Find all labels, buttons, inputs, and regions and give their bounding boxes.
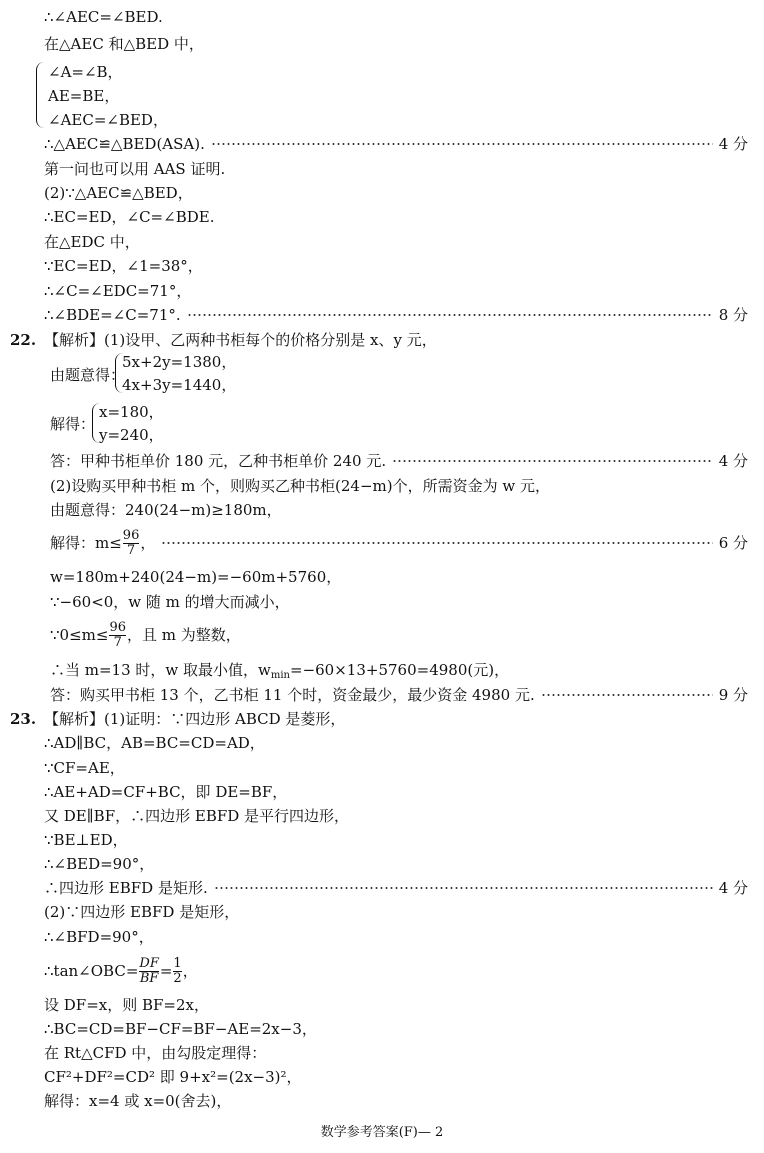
line-text: ，且 m 为整数， [127, 626, 241, 644]
line-text: ∴∠BDE=∠C=71°. [44, 306, 181, 324]
line-text: CF²+DF²=CD² 即 9+x²=(2x−3)²， [44, 1068, 302, 1086]
text-line [50, 566, 748, 588]
text-line [50, 659, 748, 681]
line-text: ∴∠BFD=90°， [44, 928, 154, 946]
line-text: ∴当 m=13 时，w 取最小值，w [50, 661, 271, 679]
leader-dots [211, 143, 713, 145]
line-text: (2)设购买甲种书柜 m 个，则购买乙种书柜(24−m)个，所需资金为 w 元， [50, 477, 550, 495]
text-line [44, 182, 748, 204]
score-label: 4 分 [718, 879, 748, 897]
score-label: 6 分 [718, 534, 748, 552]
line-text: ∴tan∠OBC= [44, 962, 139, 980]
subscript: min [270, 670, 290, 681]
leader-dots [161, 542, 712, 544]
fraction-numerator: DF [139, 955, 159, 971]
line-text: (2)∵△AEC≌△BED， [44, 184, 193, 202]
brace-line: 4x+3y=1440， [122, 376, 237, 394]
fraction [139, 957, 158, 986]
line-text: ∴AE+AD=CF+BC，即 DE=BF， [44, 783, 288, 801]
score-label: 9 分 [718, 686, 748, 704]
text-line [50, 684, 748, 706]
text-line [44, 829, 748, 851]
text-line [44, 1066, 748, 1088]
text-line [44, 877, 748, 899]
text-line [44, 757, 748, 779]
text-line [44, 853, 748, 875]
text-line [44, 329, 748, 351]
text-line [44, 805, 748, 827]
page-footer: 数学参考答案(F)— 2 [320, 1125, 444, 1140]
fraction-denominator: 7 [113, 634, 122, 650]
brace-line: 5x+2y=1380， [122, 353, 237, 371]
line-text: ∴四边形 EBFD 是矩形. [44, 879, 208, 897]
line-text: ∴∠BED=90°， [44, 855, 155, 873]
brace-line: y=240， [99, 426, 164, 444]
text-line [44, 708, 748, 730]
brace-line: ∠A=∠B， [48, 63, 123, 81]
text-line [44, 280, 748, 302]
brace-label: 解得： [50, 415, 96, 433]
fraction [173, 957, 181, 986]
line-text: ∵0≤m≤ [50, 626, 109, 644]
line-text: 【解析】(1)证明：∵四边形 ABCD 是菱形， [44, 710, 346, 728]
line-text: 在 Rt△CFD 中，由勾股定理得： [44, 1044, 267, 1062]
score-label: 4 分 [718, 135, 748, 153]
line-text: ∵CF=AE， [44, 759, 125, 777]
line-text: ， [140, 534, 156, 552]
text-line [50, 499, 748, 521]
text-line [44, 304, 748, 326]
brace-label: 由题意得： [50, 366, 126, 384]
line-text: ∵−60<0，w 随 m 的增大而减小， [50, 593, 290, 611]
line-text: ， [182, 962, 198, 980]
fraction-denominator: 7 [126, 542, 136, 558]
text-line [44, 901, 748, 923]
brace-line: x=180， [99, 403, 164, 421]
text-line [44, 133, 748, 155]
question-number: 22. [10, 331, 37, 349]
fraction-denominator: BF [139, 970, 159, 986]
line-text: ∴∠C=∠EDC=71°， [44, 282, 192, 300]
text-line [44, 231, 748, 253]
text-line [44, 206, 748, 228]
line-text: (2)∵四边形 EBFD 是矩形， [44, 903, 240, 921]
line-text: ∴△AEC≌△BED(ASA). [44, 135, 205, 153]
text-line [44, 1018, 748, 1040]
text-line [50, 475, 748, 497]
question-number: 23. [10, 710, 37, 728]
line-text: ∵EC=ED，∠1=38°， [44, 257, 203, 275]
line-text: 解得：m≤ [50, 534, 122, 552]
score-label: 8 分 [718, 306, 748, 324]
line-text: ∴∠AEC=∠BED. [44, 8, 163, 26]
text-line [44, 781, 748, 803]
text-line [44, 1090, 748, 1112]
text-line [44, 732, 748, 754]
line-text: 【解析】(1)设甲、乙两种书柜每个的价格分别是 x、y 元， [44, 331, 437, 349]
system-brace [36, 62, 45, 128]
line-text: ∵BE⊥ED， [44, 831, 128, 849]
fraction-numerator: 96 [122, 527, 140, 543]
line-text: 设 DF=x，则 BF=2x， [44, 996, 210, 1014]
leader-dots [214, 887, 713, 889]
line-text: 答：甲种书柜单价 180 元，乙种书柜单价 240 元. [50, 452, 387, 470]
score-label: 4 分 [718, 452, 748, 470]
line-text: = [159, 962, 173, 980]
text-line [50, 591, 748, 613]
line-text: ∴EC=ED，∠C=∠BDE. [44, 208, 215, 226]
text-line [44, 255, 748, 277]
text-line [50, 527, 748, 558]
line-text: 又 DE∥BF，∴四边形 EBFD 是平行四边形， [44, 807, 350, 825]
text-line [44, 158, 748, 180]
text-line [44, 926, 748, 948]
text-line [44, 955, 748, 986]
line-text: 答：购买甲书柜 13 个，乙书柜 11 个时，资金最少，最少资金 4980 元. [50, 686, 535, 704]
leader-dots [187, 314, 713, 316]
line-text: =−60×13+5760=4980(元)， [290, 661, 510, 679]
text-line [50, 450, 748, 472]
line-text: 解得：x=4 或 x=0(舍去)， [44, 1092, 232, 1110]
line-text: w=180m+240(24−m)=−60m+5760， [50, 568, 342, 586]
text-line [44, 33, 748, 55]
text-line [44, 994, 748, 1016]
leader-dots [541, 694, 713, 696]
line-text: ∴AD∥BC，AB=BC=CD=AD， [44, 734, 265, 752]
brace-line: AE=BE， [48, 87, 120, 105]
leader-dots [392, 460, 713, 462]
fraction-numerator: 96 [109, 619, 126, 635]
fraction-denominator: 2 [173, 970, 182, 986]
fraction-numerator: 1 [173, 955, 182, 971]
brace-line: ∠AEC=∠BED， [48, 111, 168, 129]
text-line [50, 619, 748, 650]
text-line [44, 1042, 748, 1064]
line-text: 由题意得：240(24−m)≥180m， [50, 501, 282, 519]
line-text: 在△AEC 和△BED 中， [44, 35, 204, 53]
text-line [44, 6, 748, 28]
line-text: ∴BC=CD=BF−CF=BF−AE=2x−3， [44, 1020, 317, 1038]
fraction [109, 621, 126, 650]
fraction [123, 529, 140, 558]
line-text: 第一问也可以用 AAS 证明. [44, 160, 226, 178]
line-text: 在△EDC 中， [44, 233, 140, 251]
